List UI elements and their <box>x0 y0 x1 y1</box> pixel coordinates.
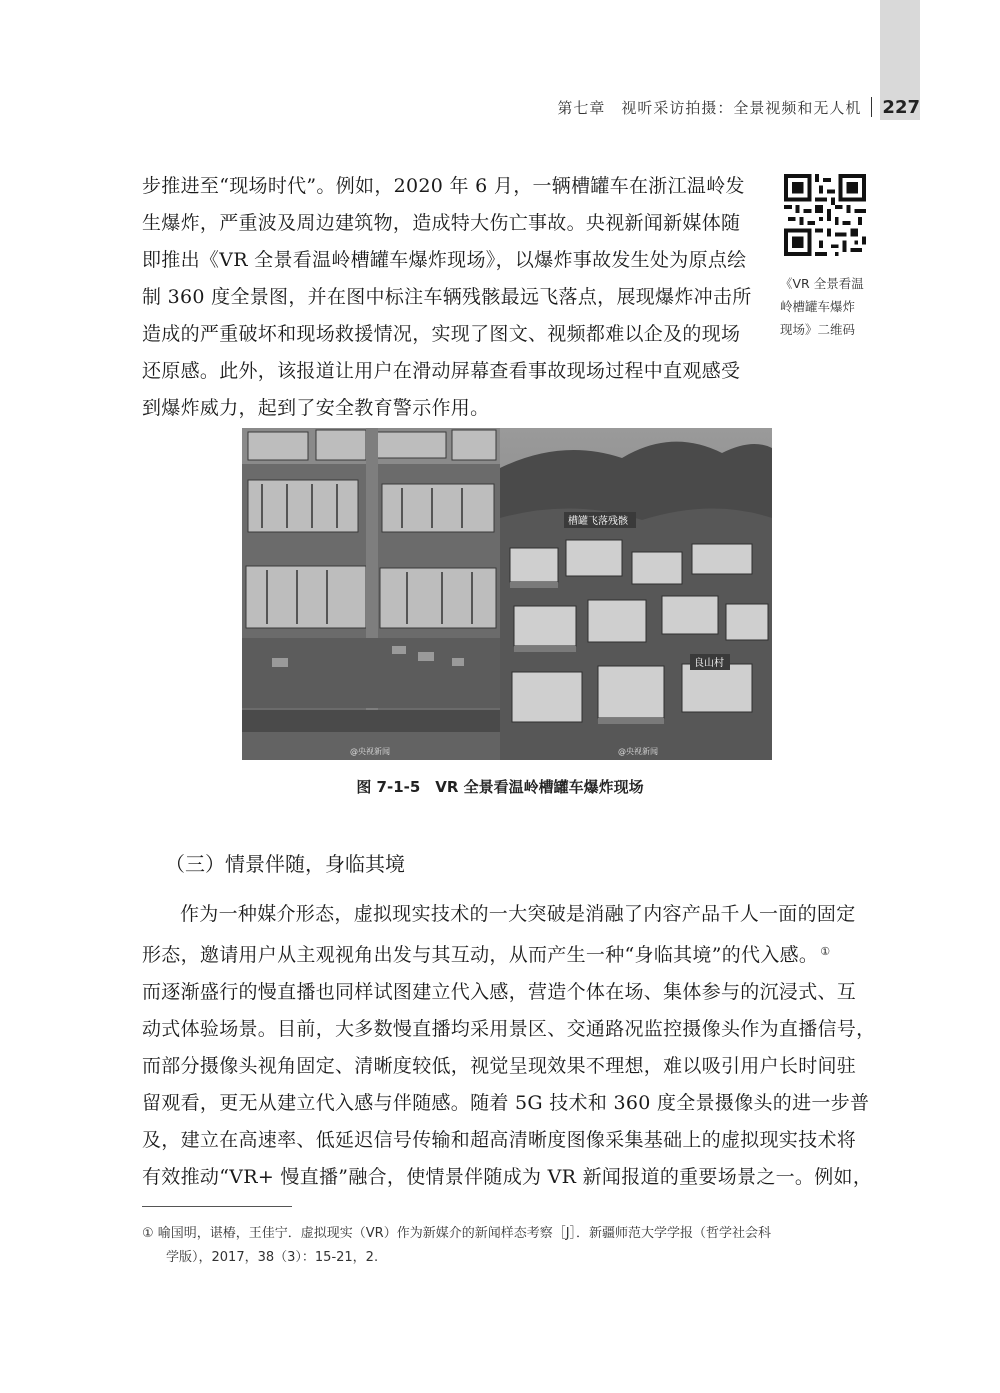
watermark-left: @央视新闻 <box>350 747 390 756</box>
paragraph-line: 到爆炸威力，起到了安全教育警示作用。 <box>142 397 490 419</box>
body-paragraph-1 <box>142 168 762 427</box>
header-divider <box>871 97 872 117</box>
paragraph-line: 而部分摄像头视角固定、清晰度较低，视觉呈现效果不理想，难以吸引用户长时间驻 <box>142 1055 857 1077</box>
qr-caption-line: 《VR 全景看温 <box>780 276 864 291</box>
qr-caption-line: 岭槽罐车爆炸 <box>780 299 856 314</box>
panorama-figure <box>242 428 772 760</box>
footnote-line: 学版），2017，38（3）：15-21，2. <box>166 1250 379 1265</box>
watermark-right: @央视新闻 <box>618 747 658 756</box>
paragraph-line: 生爆炸，严重波及周边建筑物，造成特大伤亡事故。央视新闻新媒体随 <box>142 212 741 234</box>
section-heading: （三）情景伴随，身临其境 <box>165 852 405 876</box>
paragraph-line: 有效推动“VR+ 慢直播”融合，使情景伴随成为 VR 新闻报道的重要场景之一。例如， <box>142 1166 873 1188</box>
paragraph-line: 形态，邀请用户从主观视角出发与其互动，从而产生一种“身临其境”的代入感。 ① <box>142 944 831 966</box>
qr-code[interactable] <box>784 174 866 256</box>
figure-label-debris: 槽罐飞落残骸 <box>568 516 628 527</box>
paragraph-line: 留观看，更无从建立代入感与伴随感。随着 5G 技术和 360 度全景摄像头的进一步普 <box>142 1092 870 1114</box>
qr-caption-line: 现场》二维码 <box>780 322 856 337</box>
chapter-title: 第七章 视听采访拍摄：全景视频和无人机 <box>557 98 862 117</box>
footnote-divider <box>142 1206 292 1207</box>
page-number: 227 <box>882 96 920 118</box>
paragraph-line: 即推出《VR 全景看温岭槽罐车爆炸现场》，以爆炸事故发生处为原点绘 <box>142 249 747 271</box>
paragraph-line: 及，建立在高速率、低延迟信号传输和超高清晰度图像采集基础上的虚拟现实技术将 <box>142 1129 857 1151</box>
paragraph-line: 造成的严重破坏和现场救援情况，实现了图文、视频都难以企及的现场 <box>142 323 741 345</box>
qr-caption <box>780 272 880 341</box>
paragraph-line: 作为一种媒介形态，虚拟现实技术的一大突破是消融了内容产品千人一面的固定 <box>180 903 856 925</box>
paragraph-line: 还原感。此外，该报道让用户在滑动屏幕查看事故现场过程中直观感受 <box>142 360 741 382</box>
figure-caption: 图 7-1-5 VR 全景看温岭槽罐车爆炸现场 <box>356 778 644 796</box>
paragraph-line: 而逐渐盛行的慢直播也同样试图建立代入感，营造个体在场、集体参与的沉浸式、互 <box>142 981 857 1003</box>
running-head <box>557 94 920 120</box>
paragraph-line: 步推进至“现场时代”。例如，2020 年 6 月，一辆槽罐车在浙江温岭发 <box>142 175 745 197</box>
paragraph-line: 动式体验场景。目前，大多数慢直播均采用景区、交通路况监控摄像头作为直播信号， <box>142 1018 876 1040</box>
footnote <box>142 1222 877 1270</box>
body-paragraph-2 <box>142 896 876 1196</box>
footnote-line: ① 喻国明，谌椿，王佳宁．虚拟现实（VR）作为新媒介的新闻样态考察［J］．新疆师范大学学报（哲学社会科 <box>142 1226 772 1241</box>
paragraph-line: 制 360 度全景图，并在图中标注车辆残骸最远飞落点，展现爆炸冲击所 <box>142 286 752 308</box>
footnote-ref[interactable]: ① <box>820 945 831 958</box>
figure-label-village: 良山村 <box>694 658 724 669</box>
panorama-image <box>242 428 772 760</box>
